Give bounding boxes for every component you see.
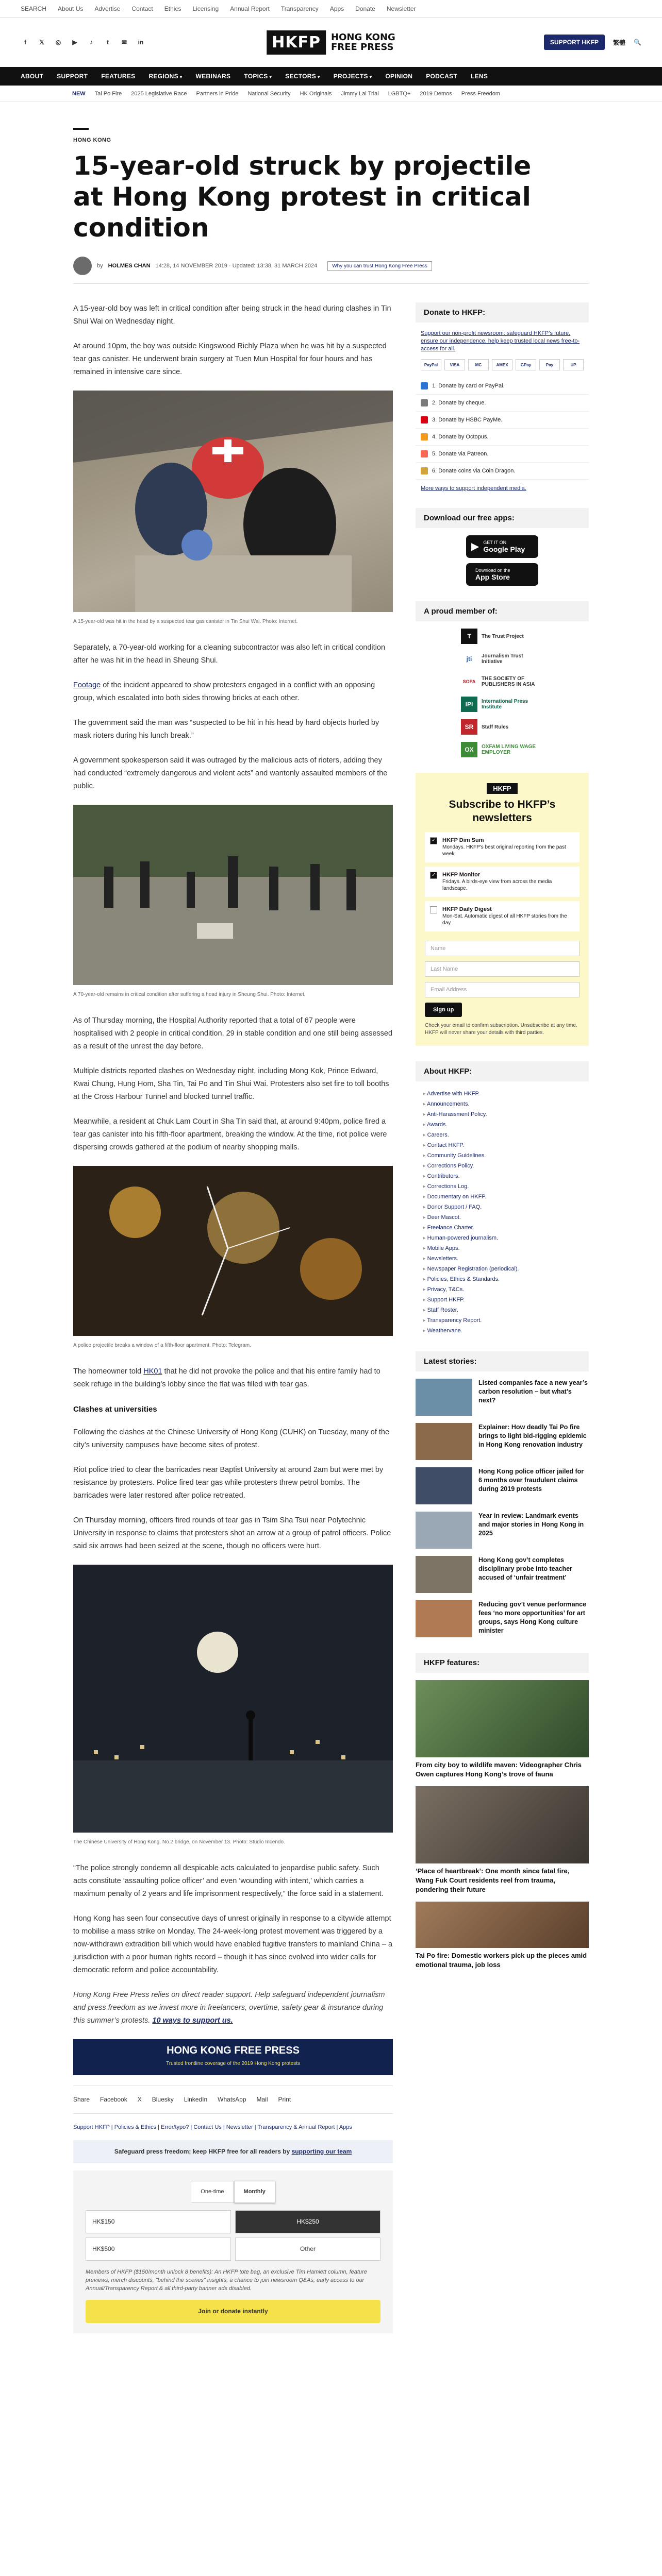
newsletter-logo: HKFP: [487, 783, 518, 794]
about-link[interactable]: ▸ Support HKFP.: [416, 1295, 589, 1305]
latest-story[interactable]: [416, 1512, 589, 1549]
trending-item[interactable]: 2025 Legislative Race: [131, 90, 187, 97]
hk01-link[interactable]: HK01: [143, 1367, 162, 1376]
header-actions: [544, 35, 641, 50]
donate-method-label: 6. Donate coins via Coin Dragon.: [432, 468, 516, 474]
utility-ethics[interactable]: Ethics: [164, 5, 181, 12]
features-heading: HKFP features:: [416, 1653, 589, 1673]
google-play-icon: ▶: [471, 540, 479, 552]
story-title: Hong Kong gov’t completes disciplinary probe into teacher accused of ‘unfair treatment’: [478, 1556, 572, 1581]
nav-lens[interactable]: LENS: [470, 73, 488, 80]
story-title: Hong Kong police officer jailed for 6 months over fraudulent claims during 2019 protests: [478, 1468, 584, 1493]
nav-opinion[interactable]: OPINION: [385, 73, 413, 80]
social-links: [21, 38, 145, 47]
card-icon: [421, 382, 428, 389]
figure-2: [73, 805, 393, 1001]
section-heading: Clashes at universities: [73, 1405, 157, 1414]
donate-method[interactable]: [416, 378, 589, 395]
member-name: OXFAM LIVING WAGE EMPLOYER: [482, 744, 536, 755]
story-thumbnail: [416, 1379, 472, 1416]
latest-story[interactable]: [416, 1600, 589, 1637]
main-nav: [0, 67, 662, 86]
donate-methods: [416, 378, 589, 480]
trending-item[interactable]: National Security: [247, 90, 291, 97]
feature-title: ‘Place of heartbreak’: One month since fatal fire, Wang Fuk Court residents reel from trauma, pondering their future: [416, 1867, 570, 1893]
checkbox[interactable]: [430, 906, 437, 913]
share-facebook[interactable]: Facebook: [100, 2096, 127, 2103]
article-dates: 14:28, 14 NOVEMBER 2019 · Updated: 13:38, 31 MARCH 2024: [155, 263, 318, 269]
about-link[interactable]: ▸ Mobile Apps.: [416, 1243, 589, 1253]
google-play-text: [483, 539, 525, 554]
paragraph: Multiple districts reported clashes on Wednesday night, including Mong Kok, Prince Edward, Kwai Chung, Hung Hom, Sha Tin, Tai Po and Tin Shui Wai. Protesters also set fire to toll booths at the Cross Harbour Tunnel and blocked tunnel traffic.: [73, 1067, 389, 1101]
nav-about[interactable]: ABOUT: [21, 73, 44, 80]
more-ways-link[interactable]: More ways to support independent media.: [421, 485, 526, 492]
paragraph: A 15-year-old boy was left in critical condition after being struck in the head during clashes in Tin Shui Wai on Wednesday night.: [73, 304, 391, 326]
unionpay-icon: UP: [563, 359, 584, 370]
share-bluesky[interactable]: Bluesky: [152, 2096, 174, 2103]
author-avatar: [73, 257, 92, 275]
feature-image: [416, 1680, 589, 1757]
payment-logos: [421, 359, 584, 370]
trust-link[interactable]: Why you can trust Hong Kong Free Press: [327, 261, 432, 271]
latest-story[interactable]: [416, 1556, 589, 1593]
amount-option-selected[interactable]: HK$250: [235, 2210, 380, 2233]
newsletter-option-name: HKFP Monitor: [442, 872, 481, 878]
share-x[interactable]: X: [137, 2096, 142, 2103]
donate-method[interactable]: [416, 463, 589, 480]
figure-caption: A police projectile breaks a window of a fifth-floor apartment. Photo: Telegram.: [73, 1343, 251, 1348]
amount-option[interactable]: HK$500: [86, 2238, 231, 2261]
linkedin-icon[interactable]: in: [138, 39, 144, 46]
trending-item[interactable]: LGBTQ+: [388, 90, 411, 97]
share-whatsapp[interactable]: WhatsApp: [218, 2096, 246, 2103]
kicker-rule: [73, 128, 89, 130]
apple-pay-icon: Pay: [539, 359, 560, 370]
paragraph: Following the clashes at the Chinese University of Hong Kong (CUHK) on Tuesday, many of the city’s university campuses have become sites of protest.: [73, 1428, 390, 1449]
member-trust-project[interactable]: [416, 629, 589, 644]
about-link[interactable]: ▸ Awards.: [416, 1120, 589, 1130]
member-staff-rules[interactable]: [416, 719, 589, 735]
paragraph: Meanwhile, a resident at Chuk Lam Court in Sha Tin said that, at around 9:40pm, police fired a tear gas canister into his fifth-floor apartment, breaking the window. At the time, riot police were dispersing crowds gathered at the podium of nearby shopping malls.: [73, 1117, 387, 1151]
nav-projects[interactable]: PROJECTS ▾: [334, 73, 372, 80]
apps-widget: [416, 508, 589, 586]
author-name[interactable]: HOLMES CHAN: [108, 263, 151, 269]
support-text: Hong Kong Free Press relies on direct reader support. Help safeguard independent journalism and press freedom as we invest more in freelancers, overtime, safety gear & insurance during this summer’s protests.: [73, 1991, 385, 2025]
member-name: THE SOCIETY OF PUBLISHERS IN ASIA: [482, 676, 535, 687]
paragraph-text: of the incident appeared to show protesters engaged in a conflict with an opposing group, which escalated into both sides throwing bricks at each other.: [73, 681, 375, 702]
language-switch[interactable]: 繁體: [613, 39, 626, 46]
features-widget: [416, 1653, 589, 1970]
member-logo: jti: [466, 655, 472, 663]
share-mail[interactable]: Mail: [256, 2096, 268, 2103]
paypal-icon: PayPal: [421, 359, 441, 370]
site-header: [0, 18, 662, 67]
feature-title: Tai Po fire: Domestic workers pick up the pieces amid emotional trauma, job loss: [416, 1952, 587, 1969]
article-wrap: [73, 102, 589, 2333]
donate-method[interactable]: [416, 412, 589, 429]
member-sopa[interactable]: [416, 674, 589, 689]
nav-features[interactable]: FEATURES: [101, 73, 136, 80]
newsletter-option-text: [442, 872, 574, 892]
story-title: Reducing gov’t venue performance fees ‘no more opportunities’ for art groups, says Hong Kong culture minister: [478, 1601, 587, 1634]
donate-method-label: 2. Donate by cheque.: [432, 400, 486, 406]
visa-icon: VISA: [444, 359, 465, 370]
about-link[interactable]: ▸ Newsletters.: [416, 1253, 589, 1264]
share-label: Share: [73, 2096, 90, 2103]
about-link[interactable]: ▸ Contact HKFP.: [416, 1140, 589, 1150]
google-play-badge[interactable]: [466, 535, 538, 558]
utility-licensing[interactable]: Licensing: [192, 5, 219, 12]
donate-method-label: 3. Donate by HSBC PayMe.: [432, 417, 503, 423]
about-link[interactable]: ▸ Documentary on HKFP.: [416, 1192, 589, 1202]
member-oxfam[interactable]: [416, 742, 589, 757]
membership-note: Members of HKFP ($150/month unlock 8 benefits): An HKFP tote bag, an exclusive Tim Hamlett column, feature previews, merch discounts, "behind the scenes" insights, a chance to join newsroom Q&As, early access to our Annual/Transparency Report & all third-party banner ads disabled.: [86, 2269, 367, 2292]
about-link[interactable]: ▸ Anti-Harassment Policy.: [416, 1109, 589, 1120]
byline-by: by: [97, 263, 103, 269]
join-donate-button[interactable]: Join or donate instantly: [86, 2300, 380, 2323]
member-logo: IPI: [461, 697, 477, 712]
newsletter-option-desc: Mondays. HKFP's best original reporting from the past week.: [442, 844, 566, 857]
app-store-text: [475, 567, 510, 582]
newsletter-title: Subscribe to HKFP’s newsletters: [449, 799, 556, 824]
about-link[interactable]: ▸ Advertise with HKFP.: [416, 1089, 589, 1099]
figure-caption: The Chinese University of Hong Kong, No.2 bridge, on November 13. Photo: Studio Incendo.: [73, 1839, 285, 1845]
member-name: Staff Rules: [482, 724, 509, 730]
app-store-name: App Store: [475, 573, 510, 581]
story-thumbnail: [416, 1467, 472, 1504]
about-link[interactable]: ▸ Weathervane.: [416, 1326, 589, 1336]
feature-image: [416, 1902, 589, 1948]
story-title: Listed companies face a new year’s carbon resolution – but what’s next?: [478, 1379, 588, 1404]
about-link[interactable]: ▸ Announcements.: [416, 1099, 589, 1109]
google-pay-icon: GPay: [516, 359, 536, 370]
support-paragraph: [73, 1989, 393, 2027]
donate-method-label: 1. Donate by card or PayPal.: [432, 383, 505, 389]
utility-search[interactable]: SEARCH: [21, 5, 47, 12]
mail-icon[interactable]: ✉: [121, 39, 127, 46]
share-linkedin[interactable]: LinkedIn: [184, 2096, 208, 2103]
nav-sectors[interactable]: SECTORS ▾: [285, 73, 320, 80]
search-icon[interactable]: 🔍: [634, 39, 641, 46]
byline: [73, 257, 589, 284]
member-name: International Press Institute: [482, 699, 528, 710]
nav-regions[interactable]: REGIONS ▾: [148, 73, 182, 80]
utility-donate[interactable]: Donate: [355, 5, 375, 12]
newsletter-option-text: [442, 906, 574, 926]
policies-links[interactable]: Support HKFP | Policies & Ethics | Error/typo? | Contact Us | Newsletter | Transparency & Annual Report | Apps: [73, 2124, 352, 2130]
paragraph: As of Thursday morning, the Hospital Authority reported that a total of 67 people were hospitalised with 2 people in critical condition, 29 in stable condition and one still being assessed as a result of the unrest the day before.: [73, 1016, 393, 1050]
trending-item[interactable]: Partners in Pride: [196, 90, 239, 97]
about-link[interactable]: ▸ Deer Mascot.: [416, 1212, 589, 1223]
latest-story[interactable]: [416, 1379, 589, 1416]
nav-podcast[interactable]: PODCAST: [426, 73, 457, 80]
utility-contact[interactable]: Contact: [131, 5, 153, 12]
about-link[interactable]: ▸ Careers.: [416, 1130, 589, 1140]
figure-caption: A 15-year-old was hit in the head by a suspected tear gas canister in Tin Shui Wai. Photo: Internet.: [73, 619, 298, 624]
google-play-label: GET IT ON: [483, 540, 507, 545]
paragraph: On Thursday morning, officers fired rounds of tear gas in Tsim Sha Tsui near Polytechnic University in response to claims that protesters shot an arrow at a group of patrol officers. Police said six arrows had been seized at the scene, though no officers were hurt.: [73, 1516, 391, 1550]
newsletter-option[interactable]: [425, 832, 580, 862]
nav-webinars[interactable]: WEBINARS: [195, 73, 231, 80]
promo-banner-title: HONG KONG FREE PRESS: [167, 2045, 300, 2056]
latest-widget: [416, 1351, 589, 1637]
figure-4: [73, 1565, 393, 1849]
share-bar: [73, 2086, 393, 2114]
story-thumbnail: [416, 1556, 472, 1593]
about-widget: [416, 1061, 589, 1336]
promo-banner-subtitle: Trusted frontline coverage of the 2019 Hong Kong protests: [166, 2061, 300, 2066]
about-link[interactable]: ▸ Donor Support / FAQ.: [416, 1202, 589, 1212]
member-logo: OX: [461, 742, 477, 757]
trending-item[interactable]: Jimmy Lai Trial: [341, 90, 379, 97]
trending-label: NEW: [72, 90, 86, 97]
hsbc-icon: [421, 416, 428, 423]
tab-one-time[interactable]: One-time: [191, 2181, 234, 2203]
app-store-badge[interactable]: [466, 563, 538, 586]
newsletter-option-desc: Mon-Sat. Automatic digest of all HKFP stories from the day.: [442, 913, 567, 926]
telegram-icon[interactable]: t: [107, 39, 109, 46]
tiktok-icon[interactable]: ♪: [90, 39, 93, 46]
instagram-icon[interactable]: ◎: [55, 39, 61, 46]
paragraph-text: that he did not provoke the police and that his entire family had to seek refuge in the building’s lobby since the flat was filled with tear gas.: [73, 1367, 380, 1388]
google-play-name: Google Play: [483, 545, 525, 553]
photo-broken-window: [73, 1166, 393, 1336]
paragraph: Hong Kong has seen four consecutive days of unrest originally in response to a citywide attempt to mobilise a mass strike on Monday. The 24-week-long protest movement was triggered by a now-withdrawn extradition bill which would have enabled fugitive transfers to mainland China – a jurisdiction with a poor human rights record – though it has since evolved into wider calls for democratic reform and police accountability.: [73, 1914, 393, 1974]
story-title: Year in review: Landmark events and major stories in Hong Kong in 2025: [478, 1512, 584, 1537]
about-link[interactable]: ▸ Contributors.: [416, 1171, 589, 1181]
members-widget: [416, 601, 589, 757]
frequency-toggle: [86, 2181, 380, 2203]
patreon-icon: [421, 450, 428, 457]
member-jti[interactable]: [416, 651, 589, 667]
trending-item[interactable]: Tai Po Fire: [94, 90, 122, 97]
about-link[interactable]: ▸ Corrections Log.: [416, 1181, 589, 1192]
donation-form: [73, 2171, 393, 2333]
footage-link[interactable]: Footage: [73, 681, 101, 689]
sidebar: [416, 302, 589, 2333]
amount-other[interactable]: Other: [235, 2238, 380, 2261]
youtube-icon[interactable]: ▶: [72, 39, 77, 46]
logo-mark: HKFP: [267, 30, 326, 55]
story-thumbnail: [416, 1600, 472, 1637]
feature-image: [416, 1786, 589, 1863]
newsletter-option[interactable]: [425, 867, 580, 897]
utility-advertise[interactable]: Advertise: [94, 5, 121, 12]
feature-title: From city boy to wildlife maven: Videographer Chris Owen captures Hong Kong’s trove of fauna: [416, 1761, 582, 1778]
trending-item[interactable]: Press Freedom: [461, 90, 500, 97]
latest-heading: Latest stories:: [416, 1351, 589, 1371]
about-list: [416, 1089, 589, 1336]
paragraph-text: The homeowner told: [73, 1367, 144, 1376]
newsletter-option-name: HKFP Dim Sum: [442, 837, 484, 843]
share-print[interactable]: Print: [278, 2096, 291, 2103]
figure-caption: A 70-year-old remains in critical condition after suffering a head injury in Sheung Shui. Photo: Internet.: [73, 992, 306, 997]
promo-banner[interactable]: [73, 2039, 393, 2075]
trending-bar: [0, 86, 662, 102]
mastercard-icon: MC: [468, 359, 489, 370]
content-columns: [73, 302, 589, 2333]
photo-injured-boy: [73, 391, 393, 612]
latest-story[interactable]: [416, 1467, 589, 1504]
figure-3: [73, 1166, 393, 1352]
trending-item[interactable]: HK Originals: [300, 90, 332, 97]
newsletter-widget: [416, 773, 589, 1046]
member-ipi[interactable]: [416, 697, 589, 712]
about-link[interactable]: ▸ Policies, Ethics & Standards.: [416, 1274, 589, 1284]
utility-transparency[interactable]: Transparency: [280, 5, 319, 12]
about-link[interactable]: ▸ Community Guidelines.: [416, 1150, 589, 1161]
paragraph: “The police strongly condemn all despicable acts calculated to jeopardise public safety. Such acts constitute ‘assaulting police officer’ and even ‘wounding with intent,’ which carries a maximum penalty of 2 years and life imprisonment respectively,” the force said in a statement.: [73, 1864, 384, 1898]
nav-support[interactable]: SUPPORT: [57, 73, 88, 80]
utility-about[interactable]: About Us: [58, 5, 84, 12]
newsletter-option-text: [442, 837, 574, 857]
spacer: [425, 936, 580, 941]
donate-method[interactable]: [416, 429, 589, 446]
member-name: Journalism Trust Initiative: [482, 653, 523, 665]
member-logo: SR: [461, 719, 477, 735]
donate-method[interactable]: [416, 446, 589, 463]
newsletter-option[interactable]: [425, 901, 580, 931]
paragraph: At around 10pm, the boy was outside Kingswood Richly Plaza when he was hit by a suspected tear gas canister. He underwent brain surgery at Tuen Mun Hospital for four hours and has remained in intensive care since.: [73, 342, 387, 376]
logo-wordmark: [331, 32, 395, 52]
support-hkfp-button[interactable]: SUPPORT HKFP: [544, 35, 605, 50]
member-name: The Trust Project: [482, 633, 524, 639]
safeguard-link[interactable]: supporting our team: [291, 2148, 352, 2155]
site-logo[interactable]: [267, 30, 395, 55]
donate-heading: Donate to HKFP:: [416, 302, 589, 323]
story-thumbnail: [416, 1512, 472, 1549]
facebook-icon[interactable]: f: [24, 39, 26, 46]
tab-monthly[interactable]: Monthly: [234, 2181, 275, 2203]
safeguard-text: Safeguard press freedom; keep HKFP free for all readers by: [114, 2148, 292, 2155]
newsletter-option-name: HKFP Daily Digest: [442, 906, 492, 912]
paragraph: A government spokesperson said it was outraged by the malicious acts of rioters, adding they had conducted “extremely dangerous and violent acts” and wantonly assaulted members of the public.: [73, 756, 388, 790]
x-icon[interactable]: 𝕏: [39, 39, 44, 46]
feature-story[interactable]: [416, 1902, 589, 1970]
utility-annual-report[interactable]: Annual Report: [230, 5, 270, 12]
amount-options: [86, 2210, 380, 2261]
article-title: 15-year-old struck by projectile at Hong Kong protest in critical condition: [73, 151, 532, 243]
cheque-icon: [421, 399, 428, 406]
donate-method[interactable]: [416, 395, 589, 412]
checkbox-checked[interactable]: [430, 837, 437, 844]
photo-sheung-shui-clash: [73, 805, 393, 985]
figure-1: [73, 391, 393, 628]
octopus-icon: [421, 433, 428, 440]
utility-newsletter[interactable]: Newsletter: [386, 5, 416, 12]
newsletter-option-desc: Fridays. A birds-eye view from across the media landscape.: [442, 879, 552, 891]
feature-story[interactable]: [416, 1680, 589, 1779]
about-link[interactable]: ▸ Human-powered journalism.: [416, 1233, 589, 1243]
member-logo: T: [461, 629, 477, 644]
safeguard-strip: [73, 2140, 393, 2163]
support-link[interactable]: 10 ways to support us.: [152, 2016, 233, 2025]
paragraph: Riot police tried to clear the barricades near Baptist University at around 2am but were met by resistance by protesters. Police fired tear gas while protesters threw petrol bombs. The barricades were later restored after police retreated.: [73, 1466, 384, 1500]
logo-line-1: HONG KONG: [331, 32, 395, 43]
sign-up-button[interactable]: Sign up: [425, 1003, 462, 1017]
coin-dragon-icon: [421, 467, 428, 474]
about-heading: About HKFP:: [416, 1061, 589, 1081]
app-store-label: Download on the: [475, 568, 510, 573]
story-title: Explainer: How deadly Tai Po fire brings to light bid-rigging epidemic in Hong Kong renovation industry: [478, 1423, 587, 1448]
donate-intro[interactable]: Support our non-profit newsroom: safeguard HKFP’s future, ensure our independence, help keep trusted local news free-to-access for all.: [421, 330, 580, 352]
article-category[interactable]: HONG KONG: [73, 137, 111, 143]
amount-option[interactable]: HK$150: [86, 2210, 231, 2233]
story-thumbnail: [416, 1423, 472, 1460]
email-field[interactable]: Email Address: [425, 982, 580, 997]
logo-line-2: FREE PRESS: [331, 42, 394, 53]
first-name-field[interactable]: Name: [425, 941, 580, 956]
donate-method-label: 5. Donate via Patreon.: [432, 451, 489, 457]
about-link[interactable]: ▸ Corrections Policy.: [416, 1161, 589, 1171]
last-name-field[interactable]: Last Name: [425, 961, 580, 977]
about-link[interactable]: ▸ Freelance Charter.: [416, 1223, 589, 1233]
donate-widget: [416, 302, 589, 493]
article-body: [73, 302, 393, 2333]
donate-method-label: 4. Donate by Octopus.: [432, 434, 489, 440]
checkbox-checked[interactable]: [430, 872, 437, 879]
paragraph: [73, 679, 393, 705]
members-heading: A proud member of:: [416, 601, 589, 621]
nav-topics[interactable]: TOPICS ▾: [244, 73, 272, 80]
utility-apps[interactable]: Apps: [329, 5, 344, 12]
about-link[interactable]: ▸ Newspaper Registration (periodical).: [416, 1264, 589, 1274]
paragraph: Separately, a 70-year-old working for a cleaning subcontractor was also left in critical condition after he was hit in the head in Sheung Shui.: [73, 643, 386, 665]
paragraph: The government said the man was “suspected to be hit in his head by hard objects hurled by mask rioters during his lunch break.”: [73, 719, 379, 740]
paragraph: [73, 1365, 393, 1391]
newsletter-note: Check your email to confirm subscription. Unsubscribe at any time. HKFP will never share your details with third parties.: [425, 1023, 577, 1036]
member-logo: SOPA: [462, 679, 476, 684]
utility-bar: [0, 0, 662, 18]
about-link[interactable]: ▸ Privacy, T&Cs.: [416, 1284, 589, 1295]
amex-icon: AMEX: [492, 359, 512, 370]
trending-item[interactable]: 2019 Demos: [420, 90, 452, 97]
apps-heading: Download our free apps:: [416, 508, 589, 528]
about-link[interactable]: ▸ Transparency Report.: [416, 1315, 589, 1326]
latest-story[interactable]: [416, 1423, 589, 1460]
photo-cuhk-bridge: [73, 1565, 393, 1833]
feature-story[interactable]: [416, 1786, 589, 1894]
about-link[interactable]: ▸ Staff Roster.: [416, 1305, 589, 1315]
